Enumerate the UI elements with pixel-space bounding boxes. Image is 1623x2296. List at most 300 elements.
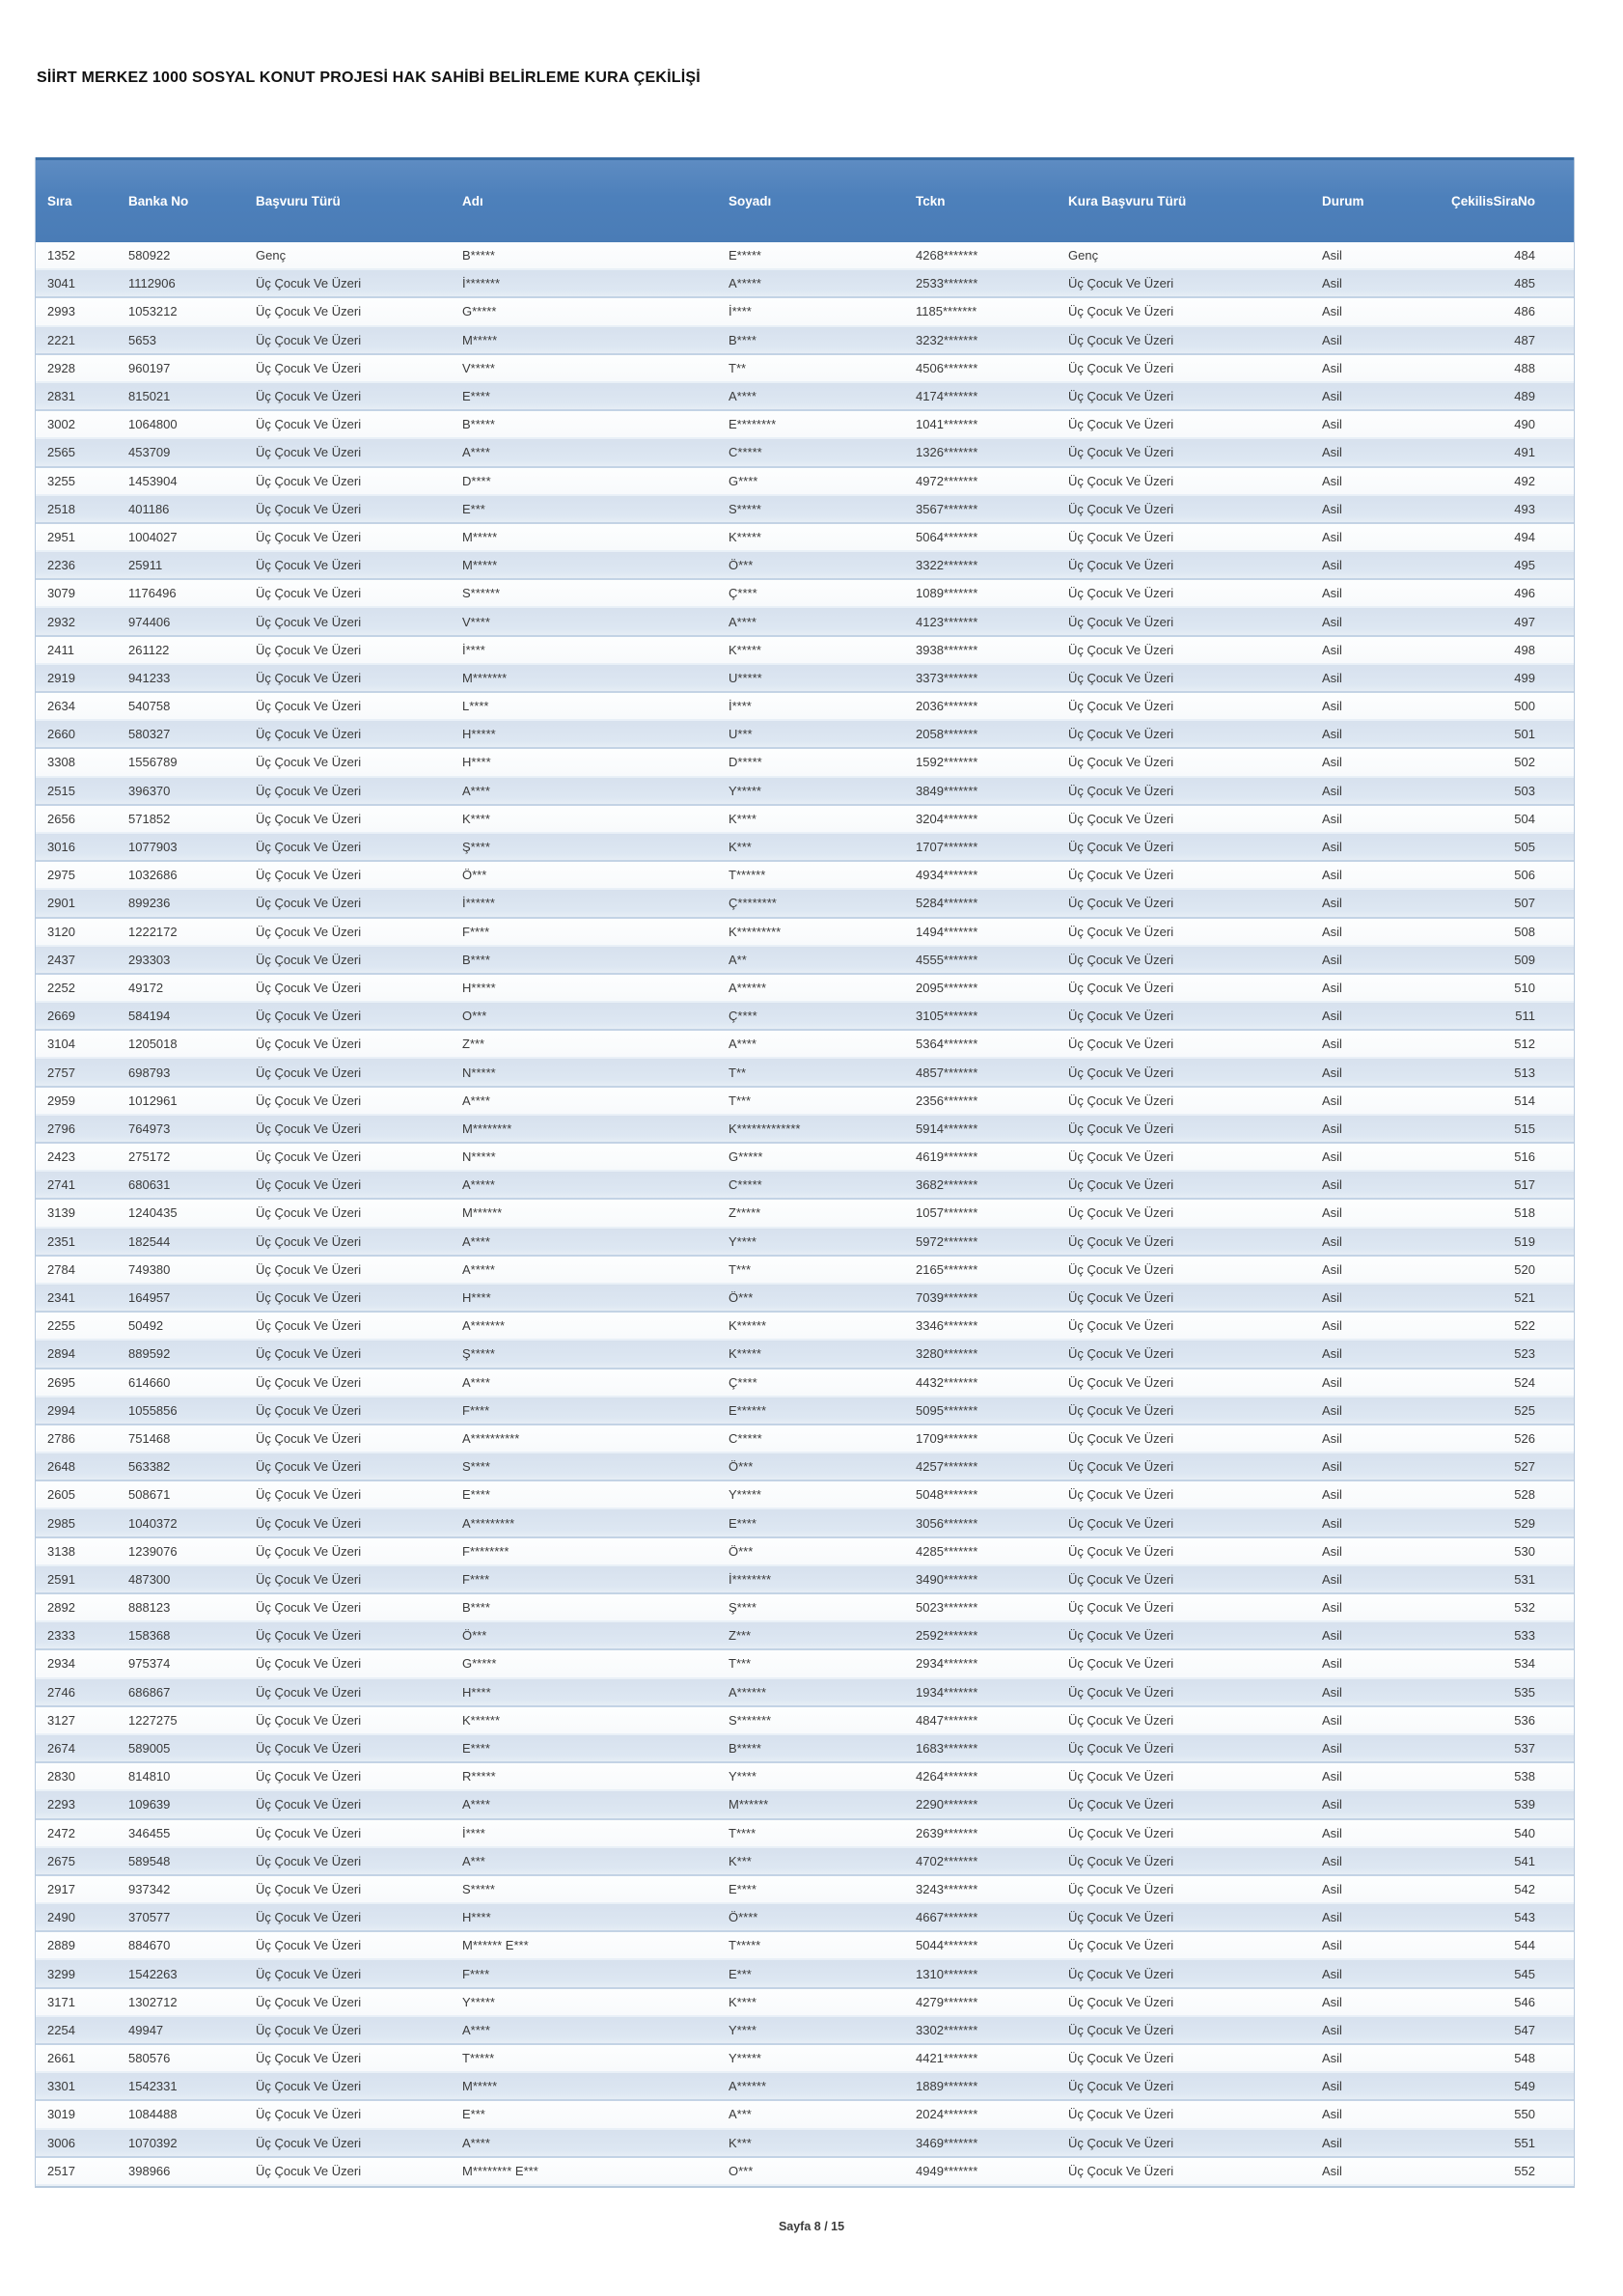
cell-banka-no: 275172	[128, 1149, 171, 1165]
column-header-basvuru-turu: Başvuru Türü	[256, 194, 341, 208]
cell-adi: S*****	[462, 1881, 495, 1896]
cell-adi: H*****	[462, 727, 496, 742]
cell-basvuru-turu: Üç Çocuk Ve Üzeri	[256, 2163, 362, 2178]
cell-banka-no: 453709	[128, 445, 171, 460]
cell-durum: Asil	[1322, 1261, 1342, 1277]
cell-kura-basvuru-turu: Üç Çocuk Ve Üzeri	[1068, 699, 1174, 714]
cell-tckn: 1889*******	[916, 2079, 978, 2094]
cell-kura-basvuru-turu: Üç Çocuk Ve Üzeri	[1068, 727, 1174, 742]
cell-basvuru-turu: Üç Çocuk Ve Üzeri	[256, 529, 362, 544]
cell-cekilis-sira-no: 532	[1514, 1600, 1535, 1616]
cell-cekilis-sira-no: 526	[1514, 1430, 1535, 1446]
cell-sira: 2351	[47, 1233, 75, 1249]
cell-banka-no: 1064800	[128, 417, 178, 432]
cell-adi: A*****	[462, 1177, 495, 1193]
cell-soyadi: M******	[729, 1797, 769, 1812]
cell-basvuru-turu: Üç Çocuk Ve Üzeri	[256, 614, 362, 629]
table-row	[36, 1397, 1574, 1425]
cell-soyadi: G****	[729, 473, 758, 488]
cell-cekilis-sira-no: 528	[1514, 1487, 1535, 1503]
cell-adi: E****	[462, 1741, 490, 1757]
cell-basvuru-turu: Üç Çocuk Ve Üzeri	[256, 1656, 362, 1672]
cell-kura-basvuru-turu: Üç Çocuk Ve Üzeri	[1068, 783, 1174, 798]
cell-banka-no: 751468	[128, 1430, 171, 1446]
cell-adi: H****	[462, 1290, 491, 1306]
column-header-adi: Adı	[462, 194, 483, 208]
cell-banka-no: 580327	[128, 727, 171, 742]
cell-cekilis-sira-no: 519	[1514, 1233, 1535, 1249]
cell-adi: H*****	[462, 980, 496, 995]
table-row	[36, 524, 1574, 552]
cell-kura-basvuru-turu: Üç Çocuk Ve Üzeri	[1068, 558, 1174, 573]
cell-sira: 2786	[47, 1430, 75, 1446]
cell-durum: Asil	[1322, 1825, 1342, 1840]
cell-adi: Ş*****	[462, 1346, 495, 1362]
cell-banka-no: 698793	[128, 1065, 171, 1080]
cell-durum: Asil	[1322, 1374, 1342, 1390]
table-row	[36, 1932, 1574, 1960]
cell-soyadi: B****	[729, 332, 756, 347]
table-row	[36, 1088, 1574, 1116]
cell-kura-basvuru-turu: Üç Çocuk Ve Üzeri	[1068, 332, 1174, 347]
cell-durum: Asil	[1322, 276, 1342, 291]
cell-adi: M******	[462, 1205, 503, 1221]
cell-cekilis-sira-no: 489	[1514, 389, 1535, 404]
cell-tckn: 3056*******	[916, 1515, 978, 1531]
cell-cekilis-sira-no: 543	[1514, 1910, 1535, 1925]
table-row	[36, 298, 1574, 326]
cell-tckn: 3302*******	[916, 2022, 978, 2037]
cell-kura-basvuru-turu: Üç Çocuk Ve Üzeri	[1068, 1938, 1174, 1953]
cell-sira: 3301	[47, 2079, 75, 2094]
table-row	[36, 919, 1574, 947]
cell-kura-basvuru-turu: Üç Çocuk Ve Üzeri	[1068, 1684, 1174, 1700]
cell-adi: A****	[462, 445, 490, 460]
cell-adi: G*****	[462, 1656, 497, 1672]
cell-durum: Asil	[1322, 1205, 1342, 1221]
cell-durum: Asil	[1322, 840, 1342, 855]
cell-durum: Asil	[1322, 1402, 1342, 1418]
column-header-soyadi: Soyadı	[729, 194, 772, 208]
cell-cekilis-sira-no: 493	[1514, 501, 1535, 516]
cell-adi: H****	[462, 1910, 491, 1925]
cell-durum: Asil	[1322, 699, 1342, 714]
cell-adi: B****	[462, 1600, 490, 1616]
cell-adi: T*****	[462, 2051, 495, 2066]
cell-durum: Asil	[1322, 1149, 1342, 1165]
cell-tckn: 3280*******	[916, 1346, 978, 1362]
cell-sira: 3041	[47, 276, 75, 291]
cell-basvuru-turu: Üç Çocuk Ve Üzeri	[256, 1881, 362, 1896]
cell-banka-no: 589005	[128, 1741, 171, 1757]
cell-banka-no: 1205018	[128, 1037, 178, 1052]
cell-banka-no: 589548	[128, 1853, 171, 1868]
cell-basvuru-turu: Üç Çocuk Ve Üzeri	[256, 1571, 362, 1587]
cell-banka-no: 1227275	[128, 1712, 178, 1728]
cell-sira: 2894	[47, 1346, 75, 1362]
cell-adi: F****	[462, 1402, 490, 1418]
cell-adi: K****	[462, 811, 490, 826]
cell-adi: G*****	[462, 304, 497, 319]
cell-soyadi: C*****	[729, 1430, 762, 1446]
cell-tckn: 2639*******	[916, 1825, 978, 1840]
cell-sira: 3016	[47, 840, 75, 855]
cell-cekilis-sira-no: 497	[1514, 614, 1535, 629]
cell-sira: 2932	[47, 614, 75, 629]
table-row	[36, 439, 1574, 467]
cell-adi: M*****	[462, 558, 498, 573]
cell-soyadi: A******	[729, 1684, 767, 1700]
cell-durum: Asil	[1322, 1600, 1342, 1616]
cell-banka-no: 1222172	[128, 924, 178, 939]
cell-cekilis-sira-no: 505	[1514, 840, 1535, 855]
cell-durum: Asil	[1322, 304, 1342, 319]
cell-basvuru-turu: Üç Çocuk Ve Üzeri	[256, 1093, 362, 1108]
cell-basvuru-turu: Üç Çocuk Ve Üzeri	[256, 1966, 362, 1981]
cell-cekilis-sira-no: 531	[1514, 1571, 1535, 1587]
cell-tckn: 4123*******	[916, 614, 978, 629]
cell-banka-no: 1004027	[128, 529, 178, 544]
table-row	[36, 834, 1574, 862]
cell-soyadi: Ö****	[729, 1910, 758, 1925]
cell-adi: A****	[462, 1093, 490, 1108]
cell-banka-no: 1453904	[128, 473, 178, 488]
cell-soyadi: İ****	[729, 699, 752, 714]
cell-cekilis-sira-no: 487	[1514, 332, 1535, 347]
cell-basvuru-turu: Üç Çocuk Ve Üzeri	[256, 2107, 362, 2122]
cell-sira: 2889	[47, 1938, 75, 1953]
page-number: Sayfa 8 / 15	[778, 2220, 845, 2233]
cell-soyadi: E*****	[729, 248, 761, 263]
cell-soyadi: U*****	[729, 670, 762, 685]
cell-sira: 2437	[47, 952, 75, 967]
table-row	[36, 1904, 1574, 1932]
cell-durum: Asil	[1322, 501, 1342, 516]
cell-tckn: 5364*******	[916, 1037, 978, 1052]
cell-adi: İ****	[462, 642, 485, 657]
cell-adi: M*******	[462, 670, 508, 685]
cell-durum: Asil	[1322, 1571, 1342, 1587]
cell-banka-no: 1040372	[128, 1515, 178, 1531]
cell-tckn: 3346*******	[916, 1318, 978, 1334]
table-row	[36, 327, 1574, 355]
cell-sira: 2741	[47, 1177, 75, 1193]
cell-banka-no: 1012961	[128, 1093, 178, 1108]
cell-durum: Asil	[1322, 1346, 1342, 1362]
cell-durum: Asil	[1322, 1515, 1342, 1531]
cell-kura-basvuru-turu: Üç Çocuk Ve Üzeri	[1068, 1910, 1174, 1925]
cell-basvuru-turu: Üç Çocuk Ve Üzeri	[256, 1402, 362, 1418]
cell-sira: 2255	[47, 1318, 75, 1334]
cell-banka-no: 396370	[128, 783, 171, 798]
cell-cekilis-sira-no: 496	[1514, 586, 1535, 601]
cell-basvuru-turu: Üç Çocuk Ve Üzeri	[256, 1487, 362, 1503]
cell-kura-basvuru-turu: Üç Çocuk Ve Üzeri	[1068, 1374, 1174, 1390]
cell-banka-no: 1556789	[128, 755, 178, 770]
cell-cekilis-sira-no: 498	[1514, 642, 1535, 657]
cell-sira: 2951	[47, 529, 75, 544]
cell-kura-basvuru-turu: Üç Çocuk Ve Üzeri	[1068, 670, 1174, 685]
table-row	[36, 665, 1574, 693]
cell-kura-basvuru-turu: Üç Çocuk Ve Üzeri	[1068, 1459, 1174, 1475]
cell-cekilis-sira-no: 549	[1514, 2079, 1535, 2094]
cell-cekilis-sira-no: 527	[1514, 1459, 1535, 1475]
cell-tckn: 4264*******	[916, 1769, 978, 1784]
cell-banka-no: 941233	[128, 670, 171, 685]
cell-durum: Asil	[1322, 868, 1342, 883]
table-row	[36, 693, 1574, 721]
cell-kura-basvuru-turu: Üç Çocuk Ve Üzeri	[1068, 614, 1174, 629]
cell-durum: Asil	[1322, 1938, 1342, 1953]
table-row	[36, 1229, 1574, 1257]
cell-basvuru-turu: Üç Çocuk Ve Üzeri	[256, 1769, 362, 1784]
cell-cekilis-sira-no: 544	[1514, 1938, 1535, 1953]
cell-durum: Asil	[1322, 1459, 1342, 1475]
cell-sira: 2236	[47, 558, 75, 573]
cell-soyadi: Y*****	[729, 2051, 761, 2066]
column-header-cekilis-sira-no: ÇekilisSiraNo	[1450, 194, 1535, 208]
table-row	[36, 2158, 1574, 2186]
cell-durum: Asil	[1322, 1910, 1342, 1925]
cell-kura-basvuru-turu: Üç Çocuk Ve Üzeri	[1068, 1769, 1174, 1784]
cell-cekilis-sira-no: 484	[1514, 248, 1535, 263]
cell-soyadi: Y****	[729, 2022, 756, 2037]
cell-sira: 2757	[47, 1065, 75, 1080]
cell-basvuru-turu: Üç Çocuk Ve Üzeri	[256, 1910, 362, 1925]
cell-basvuru-turu: Üç Çocuk Ve Üzeri	[256, 1120, 362, 1136]
cell-tckn: 4972*******	[916, 473, 978, 488]
cell-basvuru-turu: Üç Çocuk Ve Üzeri	[256, 332, 362, 347]
cell-banka-no: 584194	[128, 1009, 171, 1024]
cell-basvuru-turu: Üç Çocuk Ve Üzeri	[256, 1712, 362, 1728]
cell-soyadi: K***	[729, 840, 752, 855]
cell-adi: V****	[462, 614, 490, 629]
cell-kura-basvuru-turu: Genç	[1068, 248, 1099, 263]
cell-soyadi: T***	[729, 1261, 752, 1277]
cell-sira: 2411	[47, 642, 74, 657]
table-row	[36, 2101, 1574, 2129]
cell-sira: 2975	[47, 868, 75, 883]
cell-soyadi: A****	[729, 389, 756, 404]
cell-basvuru-turu: Üç Çocuk Ve Üzeri	[256, 1994, 362, 2009]
cell-basvuru-turu: Üç Çocuk Ve Üzeri	[256, 1037, 362, 1052]
cell-kura-basvuru-turu: Üç Çocuk Ve Üzeri	[1068, 1093, 1174, 1108]
table-row	[36, 2017, 1574, 2045]
cell-banka-no: 1239076	[128, 1543, 178, 1559]
cell-sira: 2746	[47, 1684, 75, 1700]
cell-basvuru-turu: Üç Çocuk Ve Üzeri	[256, 1853, 362, 1868]
cell-adi: A****	[462, 2022, 490, 2037]
cell-tckn: 3232*******	[916, 332, 978, 347]
cell-adi: A****	[462, 783, 490, 798]
cell-durum: Asil	[1322, 811, 1342, 826]
cell-cekilis-sira-no: 520	[1514, 1261, 1535, 1277]
cell-sira: 2934	[47, 1656, 75, 1672]
column-header-sira: Sıra	[47, 194, 72, 208]
cell-cekilis-sira-no: 500	[1514, 699, 1535, 714]
cell-adi: A****	[462, 1233, 490, 1249]
cell-adi: Z***	[462, 1037, 485, 1052]
table-row	[36, 1341, 1574, 1369]
table-row	[36, 947, 1574, 975]
cell-tckn: 1934*******	[916, 1684, 978, 1700]
cell-soyadi: A****	[729, 1037, 756, 1052]
cell-cekilis-sira-no: 506	[1514, 868, 1535, 883]
cell-kura-basvuru-turu: Üç Çocuk Ve Üzeri	[1068, 1430, 1174, 1446]
cell-sira: 3127	[47, 1712, 75, 1728]
cell-basvuru-turu: Genç	[256, 248, 287, 263]
cell-soyadi: T******	[729, 868, 766, 883]
cell-banka-no: 49947	[128, 2022, 164, 2037]
cell-banka-no: 487300	[128, 1571, 171, 1587]
cell-tckn: 2058*******	[916, 727, 978, 742]
cell-sira: 2917	[47, 1881, 75, 1896]
cell-adi: Ş****	[462, 840, 490, 855]
cell-basvuru-turu: Üç Çocuk Ve Üzeri	[256, 840, 362, 855]
cell-durum: Asil	[1322, 360, 1342, 375]
cell-soyadi: T*****	[729, 1938, 761, 1953]
cell-durum: Asil	[1322, 1290, 1342, 1306]
cell-banka-no: 888123	[128, 1600, 171, 1616]
cell-kura-basvuru-turu: Üç Çocuk Ve Üzeri	[1068, 1149, 1174, 1165]
cell-sira: 2341	[47, 1290, 75, 1306]
cell-adi: M****** E***	[462, 1938, 529, 1953]
cell-basvuru-turu: Üç Çocuk Ve Üzeri	[256, 473, 362, 488]
cell-cekilis-sira-no: 504	[1514, 811, 1535, 826]
cell-tckn: 4702*******	[916, 1853, 978, 1868]
cell-cekilis-sira-no: 548	[1514, 2051, 1535, 2066]
page-title: SİİRT MERKEZ 1000 SOSYAL KONUT PROJESİ HAK SAHİBİ BELİRLEME KURA ÇEKİLİŞİ	[37, 69, 701, 86]
cell-tckn: 5048*******	[916, 1487, 978, 1503]
cell-soyadi: K****	[729, 1994, 756, 2009]
table-row	[36, 1707, 1574, 1735]
cell-soyadi: Z***	[729, 1628, 752, 1644]
cell-adi: Ö***	[462, 1628, 487, 1644]
cell-kura-basvuru-turu: Üç Çocuk Ve Üzeri	[1068, 1656, 1174, 1672]
cell-durum: Asil	[1322, 1233, 1342, 1249]
cell-durum: Asil	[1322, 980, 1342, 995]
cell-sira: 3104	[47, 1037, 75, 1052]
cell-tckn: 3373*******	[916, 670, 978, 685]
cell-kura-basvuru-turu: Üç Çocuk Ve Üzeri	[1068, 1233, 1174, 1249]
cell-banka-no: 889592	[128, 1346, 171, 1362]
cell-soyadi: K*************	[729, 1120, 801, 1136]
cell-basvuru-turu: Üç Çocuk Ve Üzeri	[256, 755, 362, 770]
table-row	[36, 2045, 1574, 2073]
cell-durum: Asil	[1322, 1543, 1342, 1559]
cell-durum: Asil	[1322, 1120, 1342, 1136]
cell-basvuru-turu: Üç Çocuk Ve Üzeri	[256, 2135, 362, 2150]
cell-cekilis-sira-no: 540	[1514, 1825, 1535, 1840]
cell-basvuru-turu: Üç Çocuk Ve Üzeri	[256, 389, 362, 404]
cell-kura-basvuru-turu: Üç Çocuk Ve Üzeri	[1068, 2163, 1174, 2178]
table-row	[36, 580, 1574, 608]
cell-adi: M*****	[462, 2079, 498, 2094]
cell-kura-basvuru-turu: Üç Çocuk Ve Üzeri	[1068, 1402, 1174, 1418]
cell-kura-basvuru-turu: Üç Çocuk Ve Üzeri	[1068, 304, 1174, 319]
table-row	[36, 1116, 1574, 1144]
table-row	[36, 1003, 1574, 1031]
cell-cekilis-sira-no: 515	[1514, 1120, 1535, 1136]
cell-adi: E****	[462, 389, 490, 404]
cell-basvuru-turu: Üç Çocuk Ve Üzeri	[256, 1825, 362, 1840]
table-row	[36, 1481, 1574, 1509]
cell-basvuru-turu: Üç Çocuk Ve Üzeri	[256, 1741, 362, 1757]
cell-sira: 2674	[47, 1741, 75, 1757]
table-row	[36, 1538, 1574, 1566]
cell-banka-no: 49172	[128, 980, 164, 995]
cell-tckn: 2934*******	[916, 1656, 978, 1672]
cell-basvuru-turu: Üç Çocuk Ve Üzeri	[256, 727, 362, 742]
cell-banka-no: 975374	[128, 1656, 171, 1672]
cell-adi: S******	[462, 586, 501, 601]
cell-sira: 2252	[47, 980, 75, 995]
cell-banka-no: 814810	[128, 1769, 171, 1784]
cell-tckn: 1592*******	[916, 755, 978, 770]
cell-cekilis-sira-no: 503	[1514, 783, 1535, 798]
cell-banka-no: 815021	[128, 389, 171, 404]
cell-kura-basvuru-turu: Üç Çocuk Ve Üzeri	[1068, 1120, 1174, 1136]
cell-sira: 2994	[47, 1402, 75, 1418]
cell-basvuru-turu: Üç Çocuk Ve Üzeri	[256, 783, 362, 798]
cell-cekilis-sira-no: 537	[1514, 1741, 1535, 1757]
cell-durum: Asil	[1322, 755, 1342, 770]
cell-tckn: 3105*******	[916, 1009, 978, 1024]
cell-banka-no: 158368	[128, 1628, 171, 1644]
table-row	[36, 2130, 1574, 2158]
cell-soyadi: E********	[729, 417, 777, 432]
cell-banka-no: 401186	[128, 501, 170, 516]
cell-cekilis-sira-no: 541	[1514, 1853, 1535, 1868]
cell-sira: 2985	[47, 1515, 75, 1531]
cell-kura-basvuru-turu: Üç Çocuk Ve Üzeri	[1068, 1487, 1174, 1503]
cell-sira: 3120	[47, 924, 75, 939]
cell-soyadi: Ç****	[729, 586, 757, 601]
cell-kura-basvuru-turu: Üç Çocuk Ve Üzeri	[1068, 1825, 1174, 1840]
cell-banka-no: 974406	[128, 614, 171, 629]
cell-banka-no: 1032686	[128, 868, 178, 883]
table-row	[36, 975, 1574, 1003]
cell-cekilis-sira-no: 502	[1514, 755, 1535, 770]
cell-tckn: 3849*******	[916, 783, 978, 798]
cell-kura-basvuru-turu: Üç Çocuk Ve Üzeri	[1068, 1600, 1174, 1616]
cell-banka-no: 293303	[128, 952, 171, 967]
table-row	[36, 1679, 1574, 1707]
cell-soyadi: E******	[729, 1402, 767, 1418]
cell-sira: 2333	[47, 1628, 75, 1644]
cell-durum: Asil	[1322, 2163, 1342, 2178]
cell-durum: Asil	[1322, 1065, 1342, 1080]
cell-adi: A*********	[462, 1515, 515, 1531]
cell-basvuru-turu: Üç Çocuk Ve Üzeri	[256, 304, 362, 319]
cell-adi: A*******	[462, 1318, 506, 1334]
cell-cekilis-sira-no: 513	[1514, 1065, 1535, 1080]
cell-cekilis-sira-no: 521	[1514, 1290, 1535, 1306]
cell-durum: Asil	[1322, 2022, 1342, 2037]
cell-banka-no: 398966	[128, 2163, 171, 2178]
cell-soyadi: A******	[729, 2079, 767, 2094]
cell-soyadi: Y****	[729, 1769, 756, 1784]
cell-tckn: 3938*******	[916, 642, 978, 657]
cell-cekilis-sira-no: 501	[1514, 727, 1535, 742]
table-row	[36, 2073, 1574, 2101]
cell-kura-basvuru-turu: Üç Çocuk Ve Üzeri	[1068, 2051, 1174, 2066]
cell-basvuru-turu: Üç Çocuk Ve Üzeri	[256, 1459, 362, 1475]
cell-soyadi: K****	[729, 811, 756, 826]
cell-adi: B*****	[462, 248, 495, 263]
cell-kura-basvuru-turu: Üç Çocuk Ve Üzeri	[1068, 445, 1174, 460]
cell-tckn: 1707*******	[916, 840, 978, 855]
